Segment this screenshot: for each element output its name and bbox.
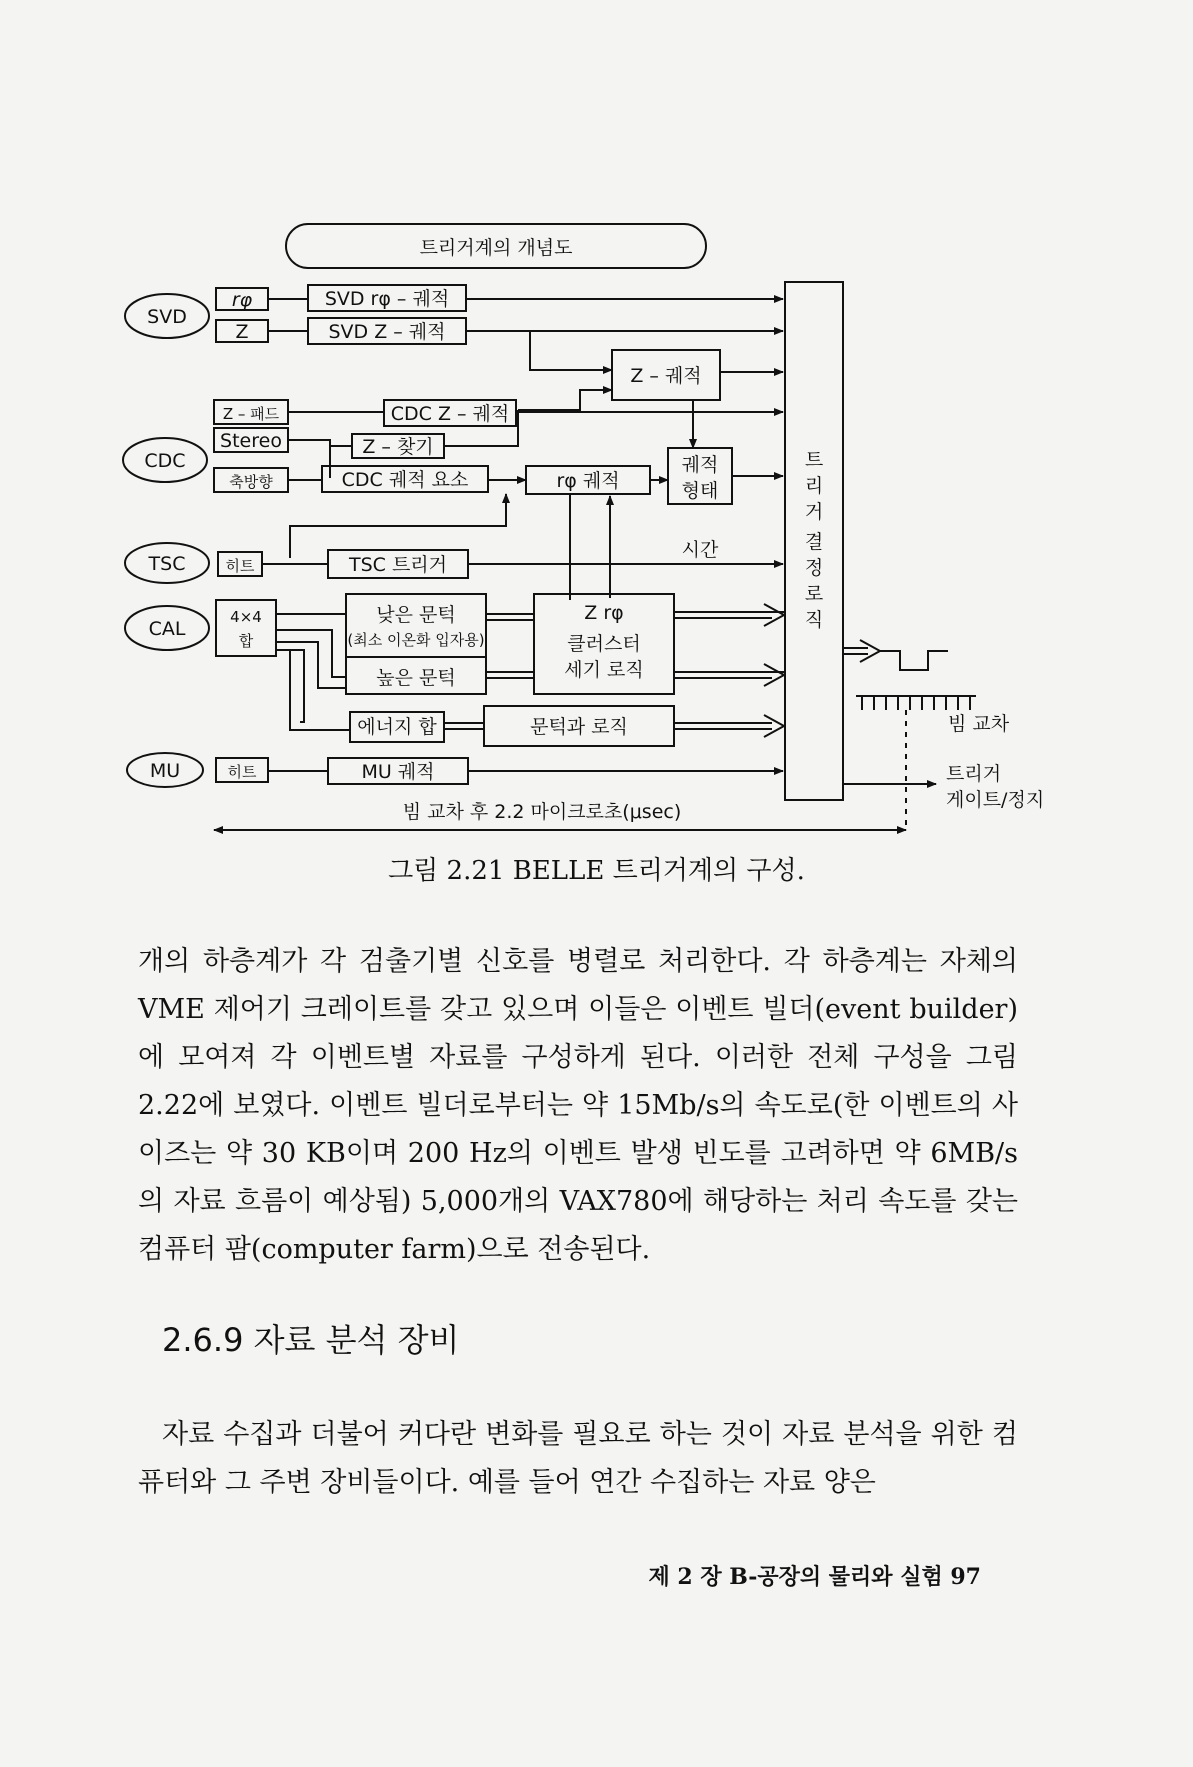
svg-text:TSC: TSC — [148, 553, 186, 575]
decision-char-1: 트 — [804, 449, 824, 471]
beam-crossing-label: 빔 교차 — [948, 713, 1010, 735]
cal-sum-label-2: 합 — [238, 632, 254, 650]
high-threshold-label: 높은 문턱 — [376, 667, 456, 689]
detector-mu — [127, 753, 203, 787]
svd-z-label: Z — [235, 321, 249, 343]
decision-char-5: 정 — [804, 557, 824, 579]
paragraph-1-text: 개의 하층계가 각 검출기별 신호를 병렬로 처리한다. 각 하층계는 자체의 VME 제어기 크레이트를 갖고 있으며 이들은 이벤트 빌더(event builder)에 모여져 각 이벤트별 자료를 구성하게 된다. 이러한 전체 구성을 그림 2.22에 보였다. 이벤트 빌더로부터는 약 15Mb/s의 속도로(한 이벤트의 사이즈는 약 30 KB이며 200 Hz의 이벤트 발생 빈도를 고려하면 약 6MB/s의 자료 흐름이 예상됨) 5,000개의 VAX780에 해당하는 처리 속도를 갖는 컴퓨터 팜(computer farm)으로 전송된다. — [138, 946, 1018, 1265]
paragraph-2 — [138, 1411, 1018, 1507]
detector-tsc — [125, 543, 209, 583]
svg-text:CAL: CAL — [148, 618, 186, 640]
cdc-axial-label: 축방향 — [229, 473, 273, 491]
decision-char-7: 직 — [804, 609, 824, 631]
decision-char-6: 로 — [804, 583, 824, 605]
threshold-logic-label: 문턱과 로직 — [530, 716, 628, 738]
cdc-track-element-label: CDC 궤적 요소 — [341, 469, 469, 491]
detector-cdc — [123, 438, 207, 482]
trigger-gate-label-1: 트리거 — [946, 763, 1002, 785]
rphi-track-label: rφ 궤적 — [556, 470, 620, 492]
cluster-logic-label-2: 클러스터 — [567, 633, 641, 655]
cdc-z-track-label: CDC Z – 궤적 — [390, 403, 510, 425]
svg-text:CDC: CDC — [144, 450, 186, 472]
section-heading: 2.6.9 자료 분석 장비 — [162, 1321, 460, 1359]
low-threshold-sub-label: (최소 이온화 입자용) — [347, 631, 485, 649]
decision-char-2: 리 — [804, 475, 824, 497]
cluster-logic-label-3: 세기 로직 — [564, 659, 644, 681]
cdc-z-pad-label: Z – 패드 — [222, 405, 280, 423]
z-track-label: Z – 궤적 — [630, 365, 702, 387]
track-shape-label-1: 궤적 — [681, 454, 719, 476]
time-label: 시간 — [681, 539, 719, 561]
decision-char-3: 거 — [804, 501, 824, 523]
trigger-gate-label-2: 게이트/정지 — [946, 789, 1045, 811]
svd-rphi-track-label: SVD rφ – 궤적 — [324, 288, 450, 310]
trigger-pulse — [880, 651, 948, 670]
tsc-hit-label: 히트 — [225, 557, 255, 575]
z-find-label: Z – 찾기 — [362, 436, 434, 458]
cal-sum-label-1: 4×4 — [230, 608, 262, 626]
paragraph-2-text: 자료 수집과 더불어 커다란 변화를 필요로 하는 것이 자료 분석을 위한 컴퓨터와 그 주변 장비들이다. 예를 들어 연간 수집하는 자료 양은 — [138, 1419, 1018, 1498]
cdc-stereo-label: Stereo — [220, 430, 282, 452]
figure-caption: 그림 2.21 BELLE 트리거계의 구성. — [388, 856, 805, 886]
latency-label: 빔 교차 후 2.2 마이크로초(μsec) — [402, 801, 682, 823]
mu-track-label: MU 궤적 — [361, 761, 435, 783]
detector-svd — [125, 294, 209, 338]
svd-rphi-label: rφ — [231, 289, 253, 311]
detector-cal — [125, 606, 209, 650]
svd-z-track-label: SVD Z – 궤적 — [328, 321, 446, 343]
beam-crossing-ticks — [862, 696, 970, 710]
track-shape-label-2: 형태 — [681, 480, 719, 502]
svg-text:MU: MU — [149, 760, 181, 782]
diagram-title: 트리거계의 개념도 — [419, 237, 573, 259]
cluster-logic-label-1: Z rφ — [584, 602, 624, 624]
tsc-trigger-label: TSC 트리거 — [348, 554, 448, 576]
low-threshold-label: 낮은 문턱 — [376, 604, 456, 626]
mu-hit-label: 히트 — [227, 763, 257, 781]
energy-sum-label: 에너지 합 — [357, 716, 437, 738]
svg-text:SVD: SVD — [147, 306, 187, 328]
decision-char-4: 결 — [804, 531, 824, 553]
paragraph-1 — [138, 938, 1018, 1274]
page-footer: 제 2 장 B-공장의 물리와 실험 97 — [648, 1564, 981, 1590]
